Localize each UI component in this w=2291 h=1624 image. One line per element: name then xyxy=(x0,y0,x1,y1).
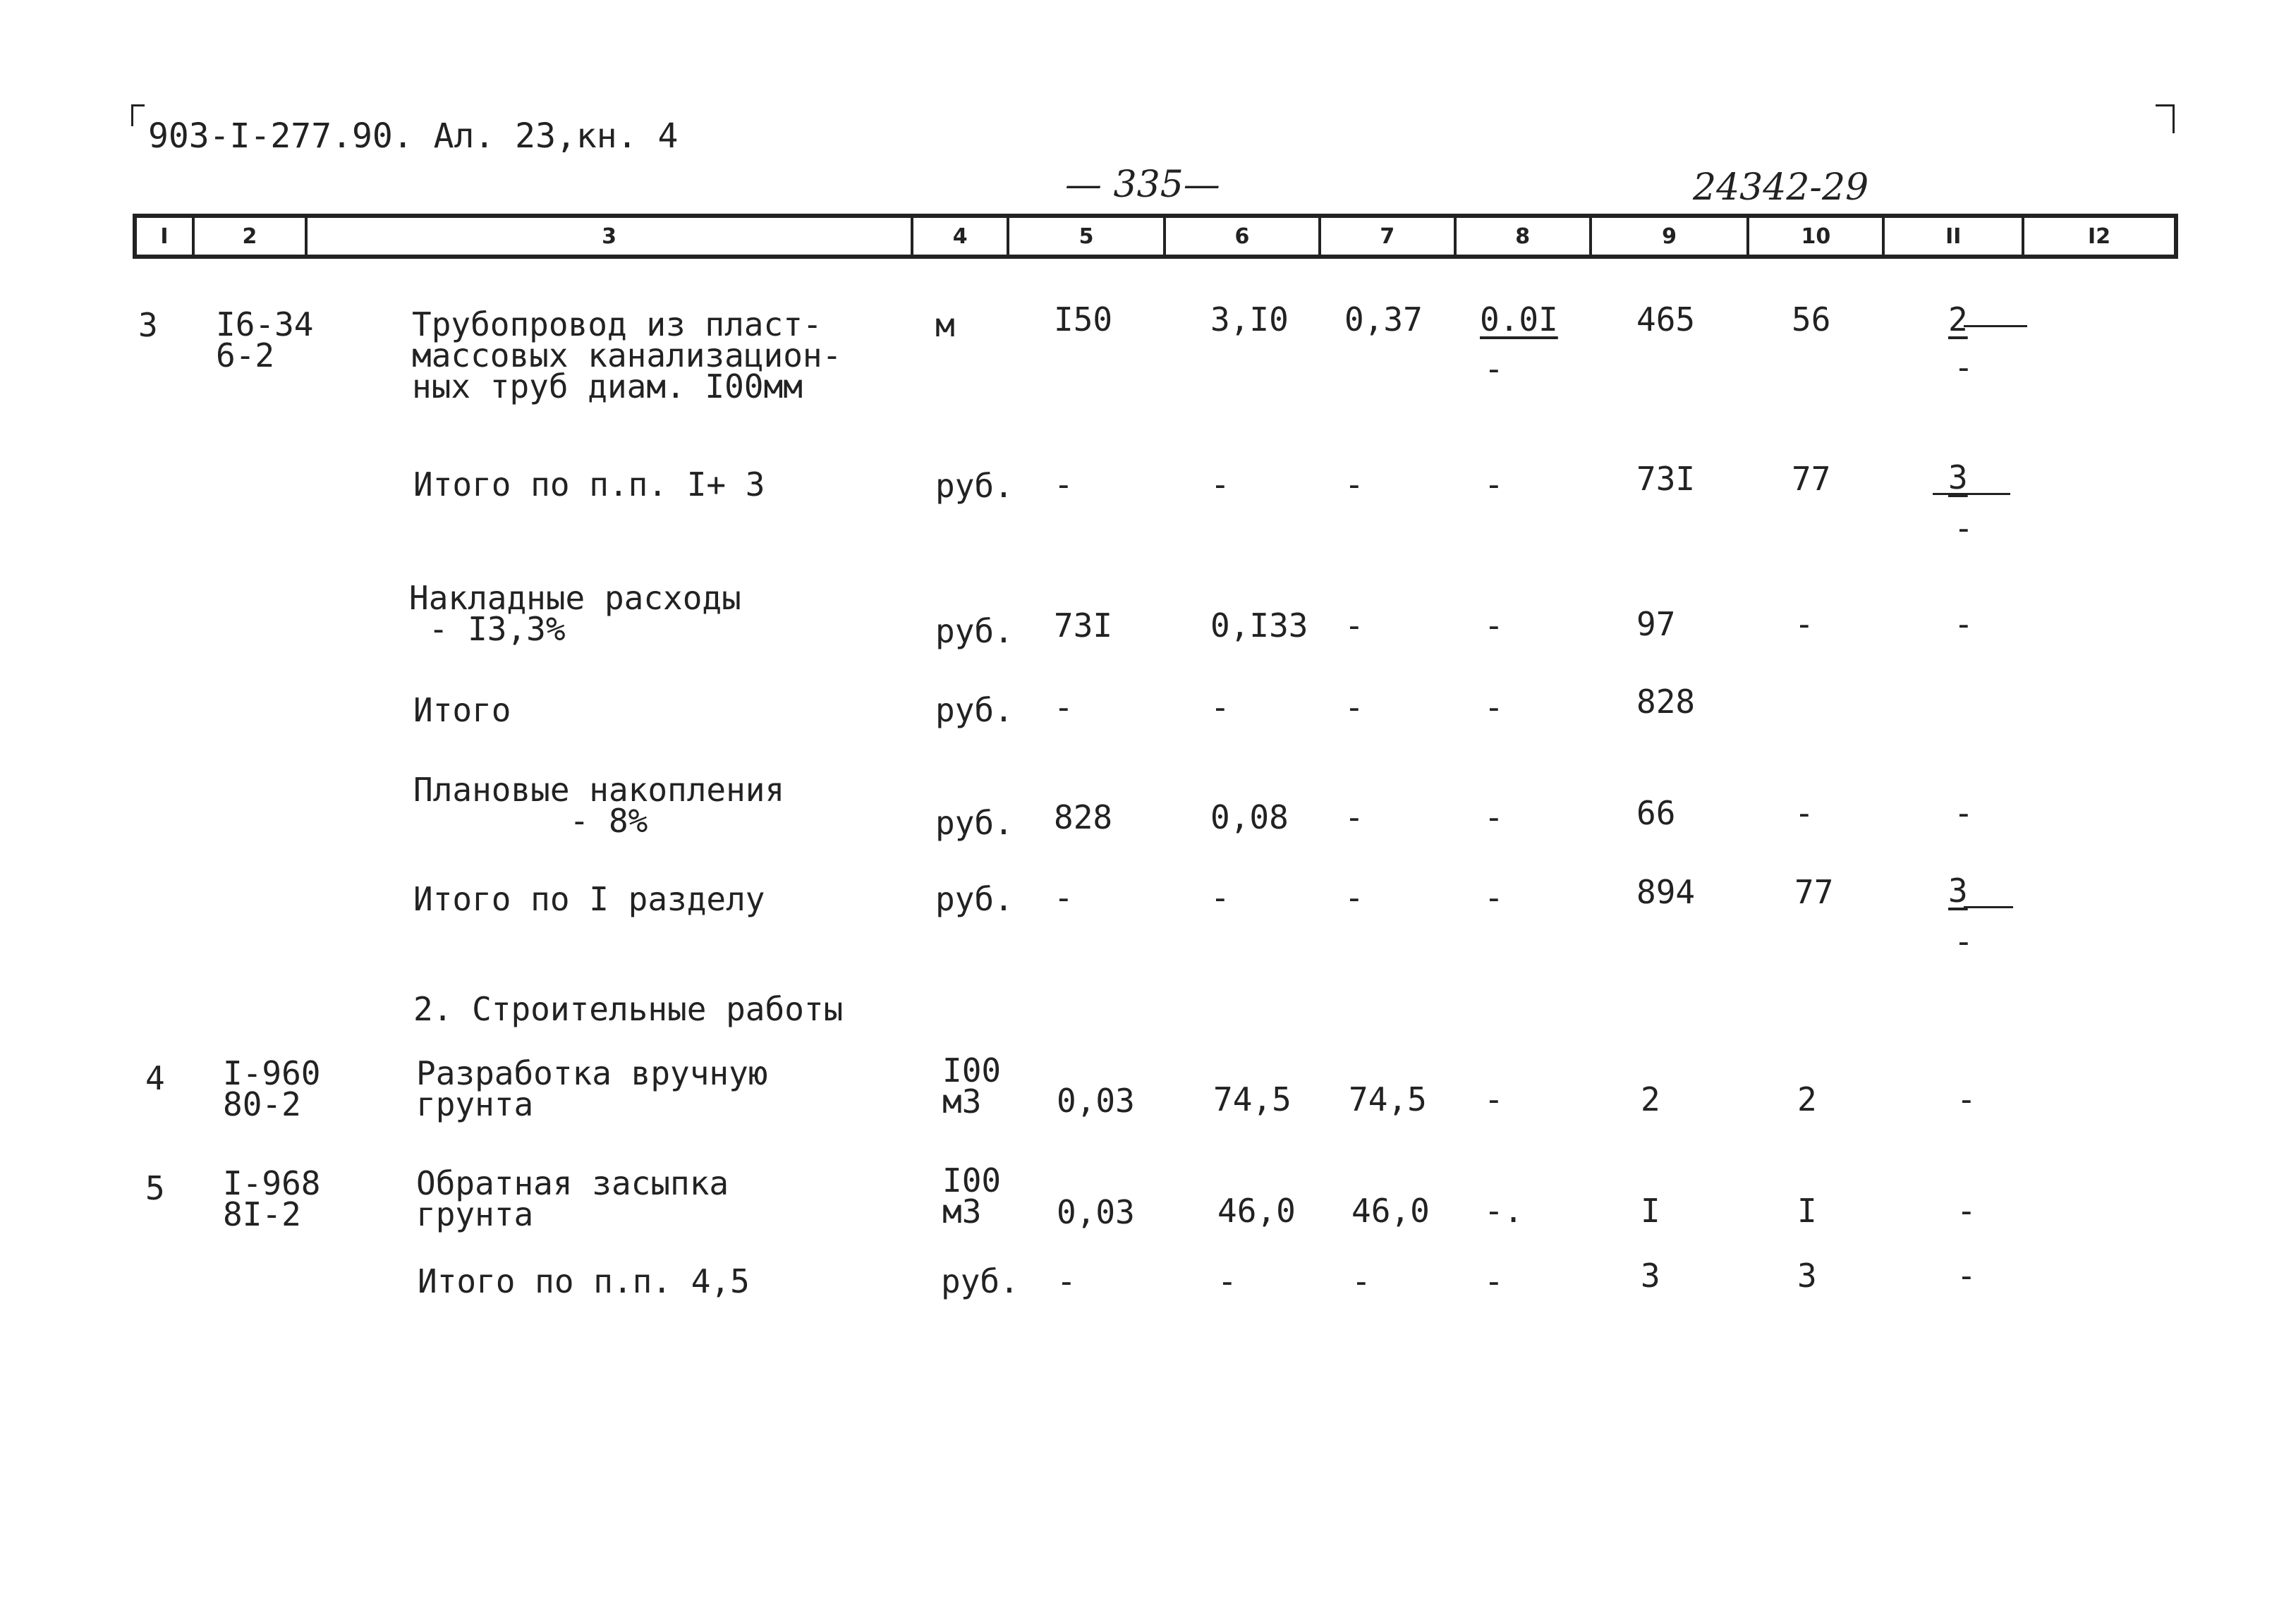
cell-col11-sub: - xyxy=(1954,922,1974,960)
unit: руб. xyxy=(935,691,1014,729)
unit: руб. xyxy=(935,612,1014,650)
unit: руб. xyxy=(941,1262,1019,1300)
rate-code: I-968 8I-2 xyxy=(223,1164,321,1233)
cell-col9: 73I xyxy=(1636,460,1696,498)
row-number: 5 xyxy=(145,1169,165,1207)
cell-col11: - xyxy=(1954,605,1974,643)
cell-col7: - xyxy=(1344,465,1364,503)
cell-col9: 2 xyxy=(1641,1080,1660,1118)
cell-col10: - xyxy=(1794,605,1814,643)
col-header-1: I xyxy=(137,218,195,255)
cell-col9: 97 xyxy=(1636,605,1676,643)
cell-col10: 3 xyxy=(1797,1257,1817,1295)
unit: I00 м3 xyxy=(942,1051,1002,1121)
cell-col5: - xyxy=(1054,465,1074,503)
column-header-row xyxy=(133,214,2178,259)
row-description: Накладные расходы - I3,3% xyxy=(409,579,741,648)
document-reference: 903-I-277.90. Ал. 23,кн. 4 xyxy=(148,116,679,156)
col-header-10: 10 xyxy=(1749,218,1885,255)
rate-code: I6-34 6-2 xyxy=(216,305,314,374)
cell-col11: 3 xyxy=(1948,458,1968,496)
col-header-9: 9 xyxy=(1592,218,1750,255)
cell-col10: 56 xyxy=(1792,300,1831,338)
col-header-8: 8 xyxy=(1457,218,1592,255)
cell-col9: 3 xyxy=(1641,1257,1660,1295)
cell-col8: - xyxy=(1484,606,1504,645)
cell-col8: 0.0I xyxy=(1480,300,1558,338)
unit: руб. xyxy=(935,804,1014,842)
cell-col8: - xyxy=(1484,688,1504,726)
cell-col10: - xyxy=(1794,794,1814,832)
cell-col8: - xyxy=(1484,798,1504,836)
cell-col7: 46,0 xyxy=(1351,1192,1430,1230)
cell-col5: - xyxy=(1057,1262,1076,1300)
cell-col9: I xyxy=(1641,1192,1660,1230)
row-description: Итого xyxy=(413,691,511,729)
cell-col9: 66 xyxy=(1636,794,1676,832)
cell-col11: 3 xyxy=(1948,872,1968,910)
cell-col7: - xyxy=(1344,606,1364,645)
cell-col10: 2 xyxy=(1797,1080,1817,1118)
cell-col10: 77 xyxy=(1794,873,1834,911)
col-header-2: 2 xyxy=(195,218,308,255)
cell-col9: 465 xyxy=(1636,300,1696,338)
cell-col5: 0,03 xyxy=(1057,1193,1135,1231)
cell-col7: - xyxy=(1344,688,1364,726)
cell-col6: - xyxy=(1210,465,1230,503)
row-number: 3 xyxy=(138,306,158,344)
unit: руб. xyxy=(935,880,1014,918)
cell-col11: - xyxy=(1957,1192,1976,1230)
cell-col11-sub: - xyxy=(1954,348,1974,386)
cell-col6: 0,08 xyxy=(1210,798,1289,836)
cell-col6: 46,0 xyxy=(1217,1192,1296,1230)
cell-col5: 73I xyxy=(1054,606,1113,645)
cell-col9: 894 xyxy=(1636,873,1696,911)
cell-col8: - xyxy=(1484,1080,1504,1118)
col-header-7: 7 xyxy=(1321,218,1457,255)
cell-col7: 74,5 xyxy=(1349,1080,1427,1118)
work-description: Разработка вручную грунта xyxy=(416,1054,768,1123)
page-number: — 335— xyxy=(1065,164,1220,206)
cell-col11: - xyxy=(1954,794,1974,832)
col-header-6: 6 xyxy=(1166,218,1321,255)
col-header-11: II xyxy=(1885,218,2024,255)
unit: I00 м3 xyxy=(942,1161,1002,1231)
cell-col6: - xyxy=(1217,1262,1237,1300)
cell-col11: 2 xyxy=(1948,300,1968,338)
section-title: 2. Строительные работы xyxy=(413,990,844,1028)
row-description: Итого по п.п. I+ 3 xyxy=(413,465,765,503)
underline-stroke xyxy=(1964,325,2027,327)
cell-col7: 0,37 xyxy=(1344,300,1423,338)
cell-col6: - xyxy=(1210,688,1230,726)
col-header-3: 3 xyxy=(308,218,913,255)
work-description: Обратная засыпка грунта xyxy=(416,1164,729,1233)
cell-col9: 828 xyxy=(1636,683,1696,721)
cell-col7: - xyxy=(1344,798,1364,836)
cell-col11: - xyxy=(1957,1080,1976,1118)
cell-col7: - xyxy=(1344,879,1364,917)
cell-col8: -. xyxy=(1484,1192,1524,1230)
underline-stroke xyxy=(1964,906,2013,908)
row-description: Плановые накопления - 8% xyxy=(413,771,785,840)
sheet-code: 24342-29 xyxy=(1693,166,1869,209)
cell-col6: - xyxy=(1210,879,1230,917)
row-description: Итого по I разделу xyxy=(413,880,765,918)
cell-col10: I xyxy=(1797,1192,1817,1230)
cell-col11: - xyxy=(1957,1257,1976,1295)
cell-col8: - xyxy=(1484,879,1504,917)
unit: руб. xyxy=(935,467,1014,505)
cell-col5: 0,03 xyxy=(1057,1082,1135,1120)
work-description: Трубопровод из пласт- массовых канализацион- ных труб диам. I00мм xyxy=(412,305,842,405)
cell-col8-sub: - xyxy=(1484,350,1504,388)
cell-col5: 828 xyxy=(1054,798,1113,836)
cell-col6: 74,5 xyxy=(1213,1080,1292,1118)
cell-col5: I50 xyxy=(1054,300,1113,338)
cell-col10: 77 xyxy=(1792,460,1831,498)
col-header-4: 4 xyxy=(913,218,1009,255)
cell-col11-sub: - xyxy=(1954,509,1974,547)
cell-col7: - xyxy=(1351,1262,1371,1300)
cell-col8: - xyxy=(1484,465,1504,503)
cell-col8: - xyxy=(1484,1262,1504,1300)
underline-stroke xyxy=(1933,493,2010,495)
corner-mark-top-left xyxy=(131,104,145,126)
rate-code: I-960 80-2 xyxy=(223,1054,321,1123)
row-number: 4 xyxy=(145,1059,165,1097)
corner-mark-top-right xyxy=(2156,104,2175,133)
cell-col5: - xyxy=(1054,688,1074,726)
col-header-12: I2 xyxy=(2088,224,2111,249)
cell-col5: - xyxy=(1054,879,1074,917)
unit: м xyxy=(935,306,955,344)
row-description: Итого по п.п. 4,5 xyxy=(418,1262,750,1300)
cell-col6: 0,I33 xyxy=(1210,606,1308,645)
cell-col6: 3,I0 xyxy=(1210,300,1289,338)
col-header-5: 5 xyxy=(1009,218,1166,255)
